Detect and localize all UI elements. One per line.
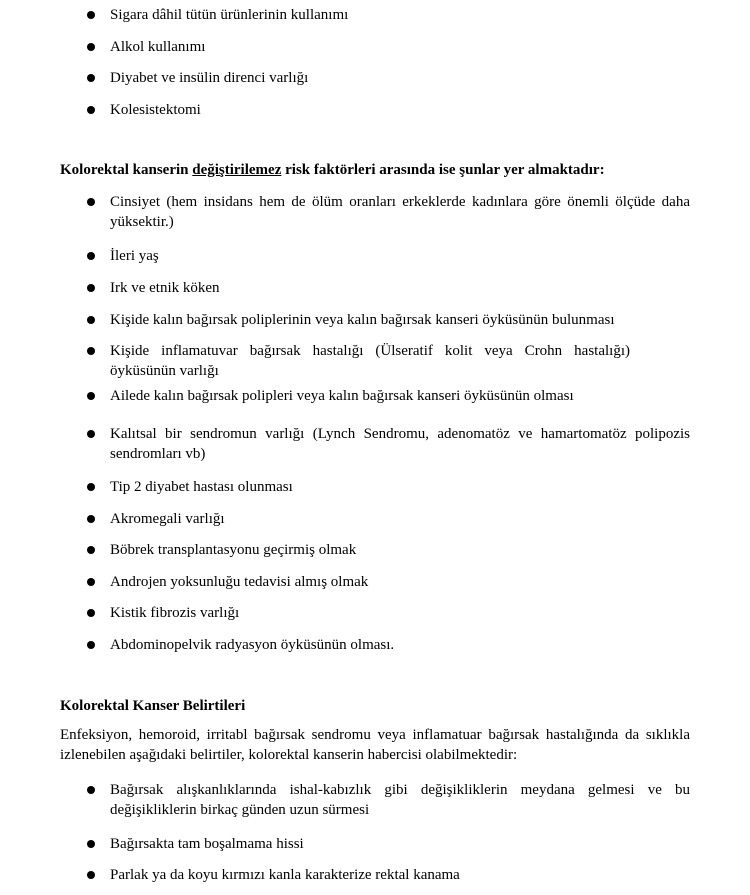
bullet-icon (87, 11, 95, 19)
list-item: Bağırsakta tam boşalmama hissi (110, 836, 304, 852)
symptoms-heading: Kolorektal Kanser Belirtileri (60, 698, 246, 714)
list-item: Ailede kalın bağırsak polipleri veya kalın bağırsak kanseri öyküsünün olması (110, 388, 574, 404)
bullet-icon (87, 515, 95, 523)
bullet-icon (87, 483, 95, 491)
list-item: Diyabet ve insülin direnci varlığı (110, 70, 309, 86)
list-item: Kistik fibrozis varlığı (110, 605, 240, 621)
bullet-icon (87, 430, 95, 438)
bullet-icon (87, 871, 95, 879)
list-item: Bağırsak alışkanlıklarında ishal-kabızlık gibi değişikliklerin meydana gelmesi ve bu değişikliklerin birkaç günden uzun sürmesi (110, 782, 690, 818)
bullet-icon (87, 198, 95, 206)
list-item: Parlak ya da koyu kırmızı kanla karakterize rektal kanama (110, 867, 460, 883)
list-item: Kalıtsal bir sendromun varlığı (Lynch Sendromu, adenomatöz ve hamartomatöz polipozis sendromları vb) (110, 426, 690, 462)
bullet-icon (87, 74, 95, 82)
list-item: Akromegali varlığı (110, 511, 225, 527)
bullet-icon (87, 786, 95, 794)
bullet-icon (87, 106, 95, 114)
list-item: Kişide inflamatuvar bağırsak hastalığı (Ülseratif kolit veya Crohn hastalığı) öyküsünün varlığı (110, 343, 630, 379)
bullet-icon (87, 578, 95, 586)
bullet-icon (87, 43, 95, 51)
bullet-icon (87, 347, 95, 355)
list-item: Abdominopelvik radyasyon öyküsünün olması. (110, 637, 395, 653)
bullet-icon (87, 252, 95, 260)
list-item: Alkol kullanımı (110, 39, 206, 55)
symptoms-intro: Enfeksiyon, hemoroid, irritabl bağırsak sendromu veya inflamatuar bağırsak hastalığında da sıklıkla izlenebilen aşağıdaki belirtiler, kolorektal kanserin habercisi olabilmektedir: (60, 727, 690, 763)
bullet-icon (87, 392, 95, 400)
list-item: Androjen yoksunluğu tedavisi almış olmak (110, 574, 369, 590)
list-item: Tip 2 diyabet hastası olunması (110, 479, 293, 495)
bullet-icon (87, 284, 95, 292)
bullet-icon (87, 840, 95, 848)
list-item: Kolesistektomi (110, 102, 201, 118)
bullet-icon (87, 641, 95, 649)
list-item: Kişide kalın bağırsak poliplerinin veya kalın bağırsak kanseri öyküsünün bulunması (110, 312, 615, 328)
list-item: İleri yaş (110, 248, 159, 264)
bullet-icon (87, 546, 95, 554)
bullet-icon (87, 316, 95, 324)
risk-factors-heading: Kolorektal kanserin değiştirilemez risk faktörleri arasında ise şunlar yer almaktadır: (60, 162, 605, 178)
list-item: Cinsiyet (hem insidans hem de ölüm oranları erkeklerde kadınlara göre önemli ölçüde daha yüksektir.) (110, 194, 690, 230)
bullet-icon (87, 609, 95, 617)
list-item: Sigara dâhil tütün ürünlerinin kullanımı (110, 7, 349, 23)
list-item: Irk ve etnik köken (110, 280, 220, 296)
list-item: Böbrek transplantasyonu geçirmiş olmak (110, 542, 357, 558)
